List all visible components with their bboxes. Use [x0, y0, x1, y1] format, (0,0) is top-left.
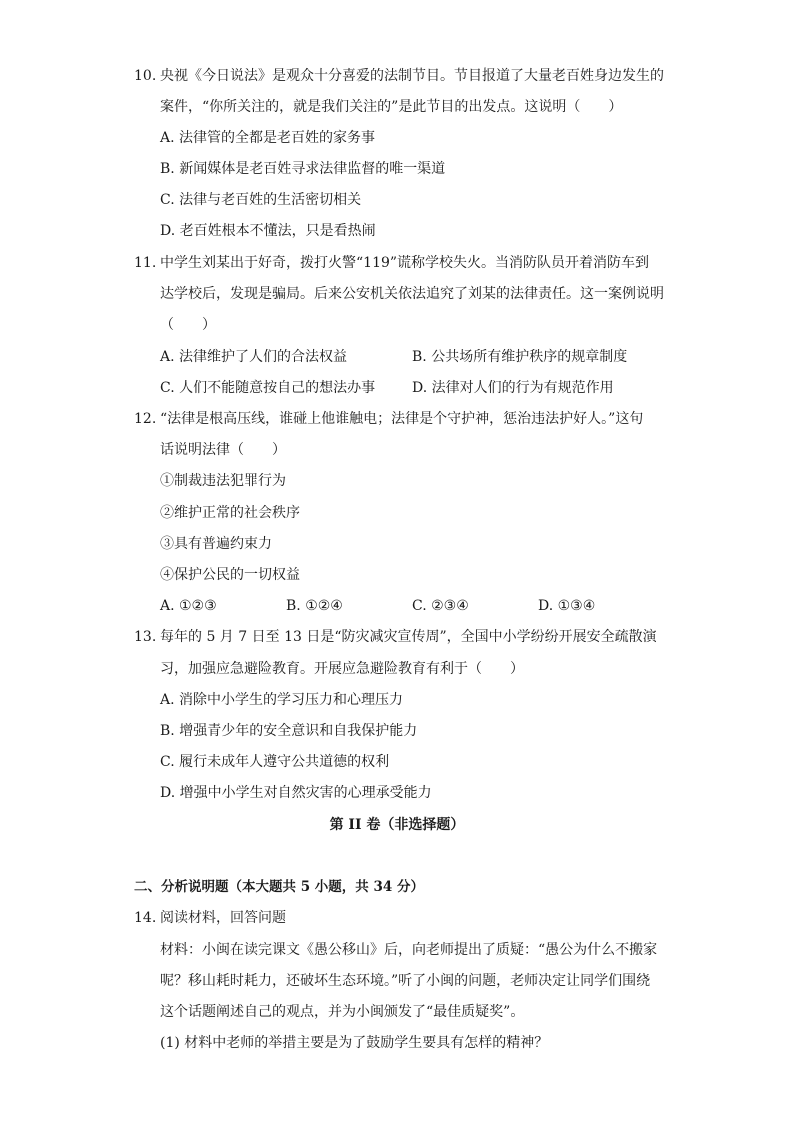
material-line: 呢？移山耗时耗力，还破坏生态环境。”听了小闽的问题，老师决定让同学们围绕	[160, 973, 651, 989]
option-d: D. 增强中小学生对自然灾害的心理承受能力	[160, 785, 432, 801]
option-a: A. 法律管的全都是老百姓的家务事	[160, 130, 376, 146]
option-d: D. 老百姓根本不懂法，只是看热闹	[160, 223, 376, 239]
section-title: 第 II 卷（非选择题）	[329, 817, 465, 833]
option-c: C. 法律与老百姓的生活密切相关	[160, 192, 362, 208]
question-intro: 阅读材料，回答问题	[160, 910, 286, 926]
question-stem-line: 话说明法律（ ）	[160, 442, 286, 458]
question-stem-line: 中学生刘某出于好奇，拨打火警“119”谎称学校失火。当消防队员开着消防车到	[160, 255, 650, 271]
option-c: C. ②③④	[412, 598, 469, 614]
question-number: 12.	[134, 411, 157, 427]
question-stem-line: 案件，“你所关注的，就是我们关注的”是此节目的出发点。这说明（ ）	[160, 99, 623, 115]
sub-question-1: (1) 材料中老师的举措主要是为了鼓励学生要具有怎样的精神？	[160, 1035, 549, 1051]
question-stem-line: （ ）	[160, 317, 216, 333]
part-heading: 二、分析说明题（本大题共 5 小题，共 34 分）	[134, 879, 424, 895]
option-a: A. ①②③	[160, 598, 217, 614]
option-a: A. 消除中小学生的学习压力和心理压力	[160, 692, 404, 708]
option-d: D. 法律对人们的行为有规范作用	[412, 380, 614, 396]
option-b: B. 新闻媒体是老百姓寻求法律监督的唯一渠道	[160, 161, 446, 177]
material-line: 这个话题阐述自己的观点，并为小闽颁发了“最佳质疑奖”。	[160, 1004, 525, 1020]
question-number: 14.	[134, 910, 157, 926]
option-a: A. 法律维护了人们的合法权益	[160, 349, 348, 365]
option-b: B. 公共场所有维护秩序的规章制度	[412, 349, 628, 365]
statement-1: ①制裁违法犯罪行为	[160, 473, 286, 489]
question-stem-line: “法律是根高压线，谁碰上他谁触电；法律是个守护神，惩治违法护好人。”这句	[160, 411, 644, 427]
statement-4: ④保护公民的一切权益	[160, 567, 300, 583]
statement-2: ②维护正常的社会秩序	[160, 505, 300, 521]
question-stem-line: 习，加强应急避险教育。开展应急避险教育有利于（ ）	[160, 661, 524, 677]
question-number: 10.	[134, 68, 157, 84]
option-c: C. 履行未成年人遵守公共道德的权利	[160, 754, 390, 770]
option-b: B. ①②④	[286, 598, 343, 614]
option-c: C. 人们不能随意按自己的想法办事	[160, 380, 376, 396]
question-stem-line: 达学校后，发现是骗局。后来公安机关依法追究了刘某的法律责任。这一案例说明	[160, 286, 664, 302]
question-number: 13.	[134, 629, 157, 645]
material-line: 材料：小闽在读完课文《愚公移山》后，向老师提出了质疑：“愚公为什么不搬家	[160, 942, 658, 958]
option-d: D. ①③④	[538, 598, 596, 614]
question-number: 11.	[134, 255, 157, 271]
option-b: B. 增强青少年的安全意识和自我保护能力	[160, 723, 418, 739]
question-stem-line: 央视《今日说法》是观众十分喜爱的法制节目。节目报道了大量老百姓身边发生的	[160, 68, 664, 84]
question-stem-line: 每年的 5 月 7 日至 13 日是“防灾减灾宣传周”，全国中小学纷纷开展安全疏散演	[160, 629, 657, 645]
statement-3: ③具有普遍约束力	[160, 536, 272, 552]
